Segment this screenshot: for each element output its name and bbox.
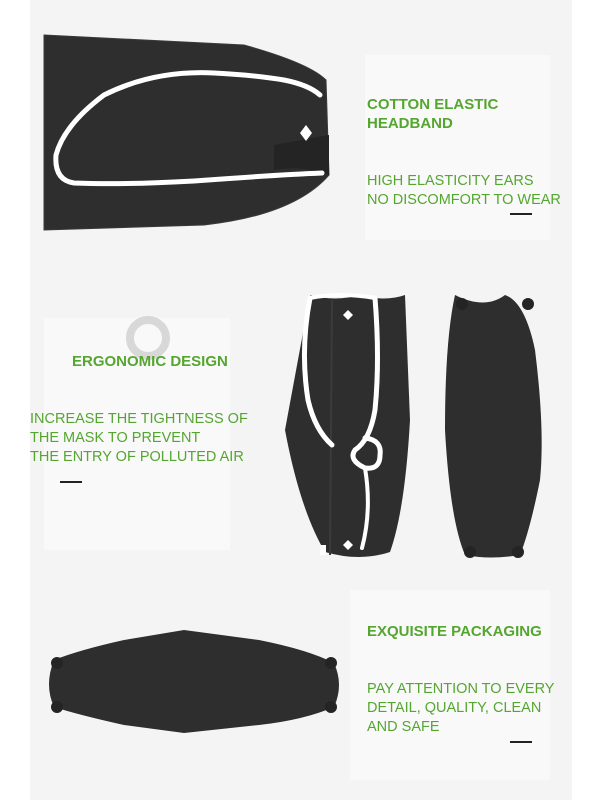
product-detail-page	[30, 0, 572, 800]
packaging-description: PAY ATTENTION TO EVERY DETAIL, QUALITY, CLEAN AND SAFE	[367, 681, 555, 735]
mask-flat-image	[44, 625, 344, 735]
mask-pair-image	[280, 290, 550, 565]
mask-closeup-image	[44, 35, 334, 235]
ergonomic-heading: ERGONOMIC DESIGN	[72, 353, 228, 370]
headband-description: HIGH ELASTICITY EARS NO DISCOMFORT TO WEAR	[367, 173, 561, 208]
headband-heading: COTTON ELASTIC HEADBAND	[367, 96, 499, 132]
dash-icon	[510, 741, 532, 743]
dash-icon	[60, 481, 82, 483]
dash-icon	[510, 213, 532, 215]
ergonomic-description: INCREASE THE TIGHTNESS OF THE MASK TO PREVENT THE ENTRY OF POLLUTED AIR	[30, 411, 248, 465]
packaging-heading: EXQUISITE PACKAGING	[367, 623, 542, 640]
